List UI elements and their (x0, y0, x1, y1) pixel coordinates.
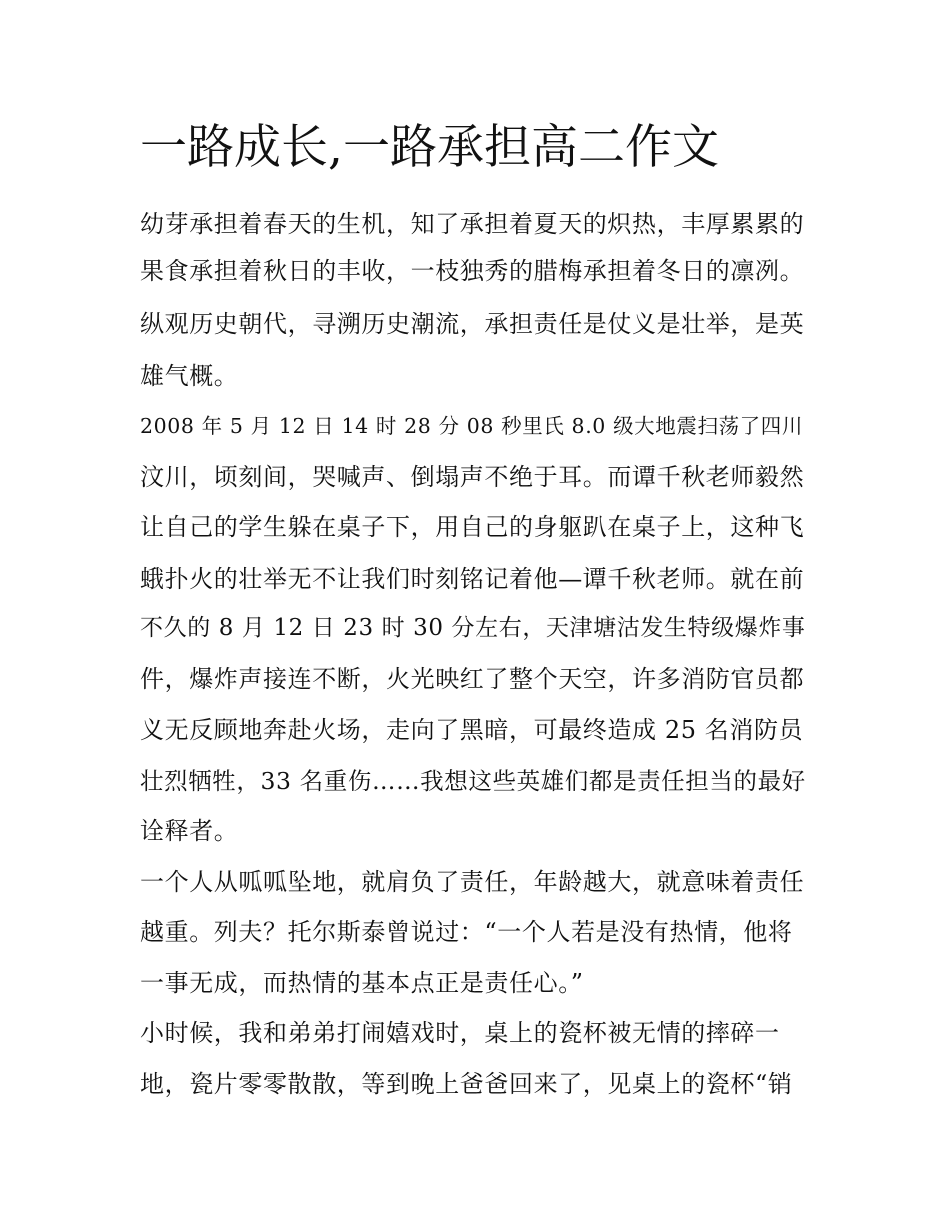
body-line: 一个人从呱呱坠地，就肩负了责任，年龄越大，就意味着责任 (140, 868, 805, 896)
document-title: 一路成长,一路承担高二作文 (140, 120, 719, 175)
body-line: 纵观历史朝代，寻溯历史潮流，承担责任是仗义是壮举，是英 (140, 310, 805, 338)
body-line: 果食承担着秋日的丰收，一枝独秀的腊梅承担着冬日的凛冽。 (140, 257, 805, 285)
body-line: 让自己的学生躲在桌子下，用自己的身躯趴在桌子上，这种飞 (140, 513, 805, 541)
body-line: 2008 年 5 月 12 日 14 时 28 分 08 秒里氏 8.0 级大地震扫荡了四川 (140, 414, 803, 438)
body-line: 幼芽承担着春天的生机，知了承担着夏天的炽热，丰厚累累的 (140, 210, 805, 238)
body-line: 一事无成，而热情的基本点正是责任心。” (140, 969, 584, 997)
body-line: 小时候，我和弟弟打闹嬉戏时，桌上的瓷杯被无情的摔碎一 (140, 1019, 780, 1047)
body-line: 不久的 8 月 12 日 23 时 30 分左右，天津塘沽发生特级爆炸事 (140, 615, 806, 641)
body-line: 雄气概。 (140, 362, 239, 390)
body-line: 义无反顾地奔赴火场，走向了黑暗，可最终造成 25 名消防员 (140, 716, 804, 744)
body-line: 诠释者。 (140, 817, 239, 845)
body-line: 越重。列夫？托尔斯泰曾说过：“一个人若是没有热情，他将 (140, 918, 793, 946)
body-line: 地，瓷片零零散散，等到晚上爸爸回来了，见桌上的瓷杯“销 (140, 1070, 793, 1098)
body-line: 汶川，顷刻间，哭喊声、倒塌声不绝于耳。而谭千秋老师毅然 (140, 463, 805, 491)
body-line: 蛾扑火的壮举无不让我们时刻铭记着他—谭千秋老师。就在前 (140, 565, 805, 593)
body-line: 壮烈牺牲，33 名重伤……我想这些英雄们都是责任担当的最好 (140, 767, 806, 795)
body-line: 件，爆炸声接连不断，火光映红了整个天空，许多消防官员都 (140, 665, 805, 693)
